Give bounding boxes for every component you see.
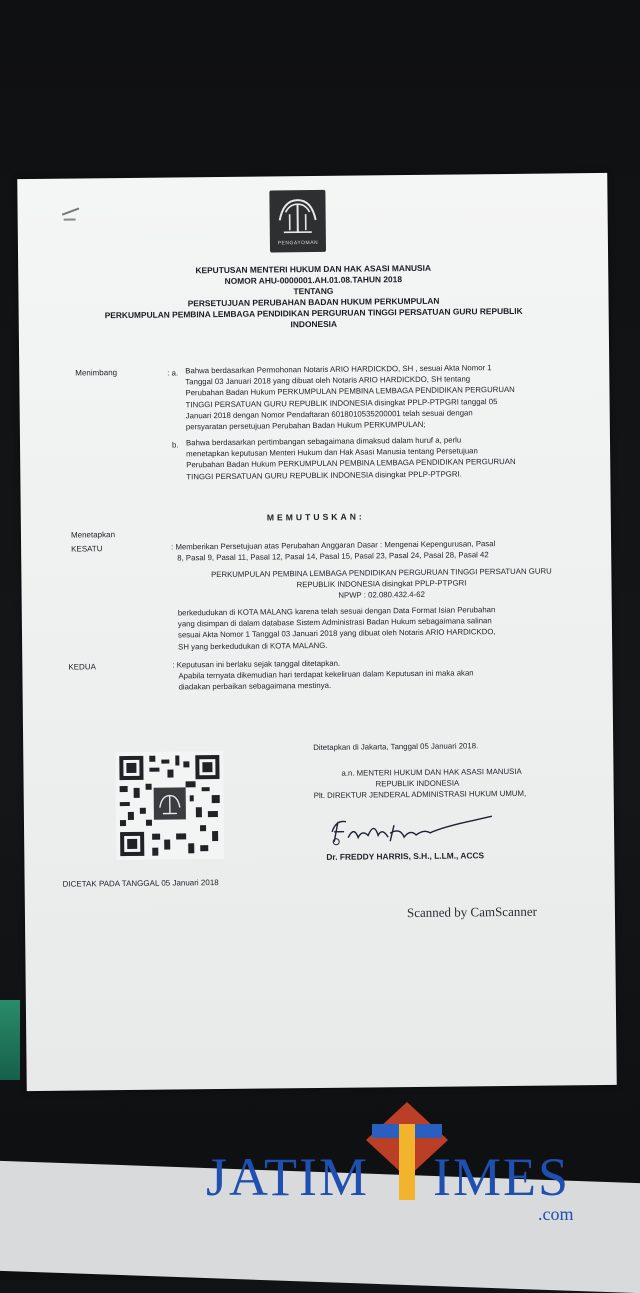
text-line: Bahwa berdasarkan pertimbangan sebagaimana dimaksud dalam huruf a, perlu	[186, 433, 596, 448]
signatory-line3: Plt. DIREKTUR JENDERAL ADMINISTRASI HUKUM UMUM,	[314, 788, 527, 801]
memutuskan-heading: MEMUTUSKAN:	[21, 509, 611, 525]
decree-org-cont: INDONESIA	[19, 316, 609, 333]
document-page	[17, 173, 617, 1091]
watermark-domain: .com	[538, 1204, 574, 1225]
signatory-line2: REPUBLIK INDONESIA	[376, 778, 460, 790]
text-line: menetapkan keputusan Menteri Hukum dan Hak Asasi Manusia tentang Persetujuan	[186, 444, 596, 459]
decree-org: PERKUMPULAN PEMBINA LEMBAGA PENDIDIKAN PERGURUAN TINGGI PERSATUAN GURU REPUBLIK	[19, 305, 609, 322]
text-line: TINGGI PERSATUAN GURU REPUBLIK INDONESIA disingkat PPLP-PTPGRI.	[186, 467, 596, 482]
text-line: berkedudukan di KOTA MALANG karena telah sesuai dengan Data Format Isian Perubahan	[178, 603, 592, 619]
text-line: yang disimpan di dalam database Sistem Administrasi Badan Hukum sebagaimana salinan	[178, 614, 592, 630]
npwp-number: NPWP : 02.080.432.4-62	[172, 588, 592, 604]
watermark-right: IMES	[433, 1147, 570, 1207]
menetapkan-label: Menetapkan	[71, 530, 115, 539]
pen-mark	[64, 219, 76, 221]
text-line: SH yang berkedudukan di KOTA MALANG.	[178, 637, 592, 653]
text-line: : Keputusan ini berlaku sejak tanggal ditetapkan.	[172, 655, 592, 671]
watermark-left: JATIM	[206, 1147, 369, 1207]
text-line: Apabila ternyata dikemudian hari terdapat kekeliruan dalam Keputusan ini maka akan	[172, 666, 592, 682]
text-line: Tanggal 03 Januari 2018 yang dibuat oleh Notaris ARIO HARDICKDO, SH tentang	[185, 372, 595, 387]
text-line: Perubahan Badan Hukum PERKUMPULAN PEMBINA LEMBAGA PENDIDIKAN PERGURUAN	[186, 455, 596, 470]
text-line: diadakan perbaikan sebagaimana mestinya.	[173, 678, 593, 694]
menimbang-b-marker: b.	[172, 439, 179, 450]
signer-name: Dr. FREDDY HARRIS, S.H., L.LM., ACCS	[326, 850, 484, 863]
menimbang-a-marker: : a.	[167, 367, 178, 378]
decree-subject: PERSETUJUAN PERUBAHAN BADAN HUKUM PERKUMPULAN	[19, 294, 609, 311]
kesatu-body	[178, 603, 592, 652]
emblem-logo	[269, 190, 326, 253]
kesatu-label: KESATU	[71, 544, 103, 553]
decree-title: KEPUTUSAN MENTERI HUKUM DAN HAK ASASI MANUSIA	[18, 261, 608, 278]
signatory-line1: a.n. MENTERI HUKUM DAN HAK ASASI MANUSIA	[341, 766, 521, 779]
text-line: Januari 2018 dengan Nomor Pendaftaran 6018010535200001 telah sesuai dengan	[186, 406, 596, 421]
text-line: REPUBLIK INDONESIA disingkat PPLP-PTPGRI	[171, 576, 591, 592]
place-date: Ditetapkan di Jakarta, Tanggal 05 Januari 2018.	[313, 740, 478, 753]
kesatu-intro	[171, 537, 591, 564]
menimbang-a	[185, 361, 596, 433]
text-line: Perubahan Badan Hukum PERKUMPULAN PEMBINA LEMBAGA PENDIDIKAN PERGURUAN	[185, 383, 595, 398]
text-line: Bahwa berdasarkan Permohonan Notaris ARIO HARDICKDO, SH , sesuai Akta Nomor 1	[185, 361, 595, 376]
decree-number: NOMOR AHU-0000001.AH.01.08.TAHUN 2018	[18, 272, 608, 289]
watermark-logo	[206, 1146, 570, 1208]
qr-code	[115, 751, 224, 860]
pengayoman-emblem-icon	[269, 190, 326, 241]
scanner-credit: Scanned by CamScanner	[407, 904, 537, 921]
kedua-text	[172, 655, 592, 693]
text-line: persyaratan persetujuan Perubahan Badan Hukum PERKUMPULAN;	[186, 417, 596, 432]
menimbang-label: Menimbang	[75, 368, 117, 377]
printed-date: DICETAK PADA TANGGAL 05 Januari 2018	[63, 877, 219, 890]
decree-tentang: TENTANG	[18, 283, 608, 300]
green-folder-edge	[0, 1000, 20, 1080]
text-line: 8, Pasal 9, Pasal 11, Pasal 12, Pasal 14, Pasal 15, Pasal 23, Pasal 24, Pasal 28, Pasal 42	[171, 548, 591, 564]
kesatu-org	[171, 565, 591, 603]
handwritten-signature	[324, 810, 504, 852]
text-line: sesuai Akta Nomor 1 Tanggal 03 Januari 2018 yang dibuat oleh Notaris ARIO HARDICKDO,	[178, 626, 592, 642]
kedua-label: KEDUA	[68, 662, 96, 671]
text-line: PERKUMPULAN PEMBINA LEMBAGA PENDIDIKAN PERGURUAN TINGGI PERSATUAN GURU	[171, 565, 591, 581]
emblem-label: PENGAYOMAN	[270, 240, 326, 247]
text-line: : Memberikan Persetujuan atas Perubahan Anggaran Dasar : Mengenai Kepengurusan, Pasal	[171, 537, 591, 553]
menimbang-b	[186, 433, 596, 482]
pen-mark	[62, 207, 80, 215]
text-line: TINGGI PERSATUAN GURU REPUBLIK INDONESIA disingkat PPLP-PTPGRI tanggal 05	[186, 395, 596, 410]
